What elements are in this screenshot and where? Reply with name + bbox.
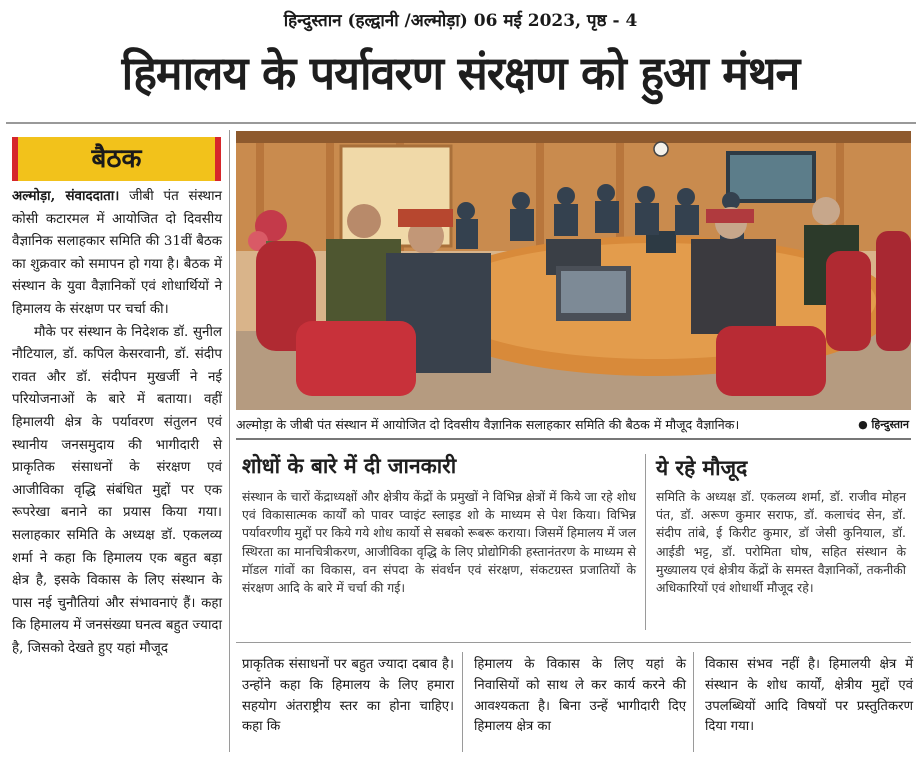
left-column-divider	[229, 130, 230, 752]
attendees-text: समिति के अध्यक्ष डॉ. एकलव्य शर्मा, डॉ. राजीव मोहन पंत, डॉ. अरूण कुमार सराफ, डॉ. कलाचंद सेन, डॉ. संदीप तांबे, ई किरीट कुमार, डॉ जेसी कुनियाल, डॉ. आईडी भट्ट, डॉ. परोमिता घोष, सहित संस्थान के मुख्यालय एवं क्षेत्रीय केंद्रों के समस्त वैज्ञानिकों, तकनीकी अधिकारियों एवं शोधार्थी मौजूद रहे।	[656, 489, 906, 596]
page-title: हिमालय के पर्यावरण संरक्षण को हुआ मंथन	[121, 46, 800, 100]
box-bottom-rule	[236, 642, 911, 643]
box-divider	[645, 454, 646, 630]
paragraph-1-text: जीबी पंत संस्थान कोसी कटारमल में आयोजित दो दिवसीय वैज्ञानिक सलाहकार समिति की 31वीं बैठक का शुक्रवार को समापन हो गया है। बैठक में संस्थान के युवा वैज्ञानिकों एवं शोधार्थियों ने हिमालय के संरक्षण पर चर्चा की।	[12, 189, 222, 317]
top-divider	[6, 122, 916, 124]
column-divider-1	[462, 652, 463, 752]
bottom-column-3: विकास संभव नहीं है। हिमालयी क्षेत्र में संस्थान के शोध कार्यों, क्षेत्रीय मुद्दों एवं उपलब्धियों आदि विषयों पर प्रस्तुतिकरण दिया गया।	[705, 657, 913, 735]
paragraph-2: मौके पर संस्थान के निदेशक डॉ. सुनील नौटियाल, डॉ. कपिल केसरवानी, डॉ. संदीप रावत और डॉ. संदीपन मुखर्जी ने नई परियोजनाओं के बारे में बताया। वहीं हिमालयी क्षेत्र के पर्यावरण संतुलन एवं स्थानीय जनसमुदाय की भागीदारी से प्राकृतिक संसाधनों के संरक्षण एवं आजीविका वृद्धि संबंधित मुद्दों पर एक रूपरेखा बनाने का प्रयास किया गया। सलाहकार समिति के अध्यक्ष डॉ. एकलव्य शर्मा ने कहा कि हिमालय एक बहुत बड़ा क्षेत्र है, इसके विकास के लिए संस्थान के पास नई चुनौतियां और संभावनाएं हैं। कहा कि हिमालय में जनसंख्या घनत्व बहुत ज्यादा है, जिसको देखते हुए यहां मौजूद	[12, 324, 222, 656]
bottom-column-1: प्राकृतिक संसाधनों पर बहुत ज्यादा दबाव है। उन्होंने कहा कि हिमालय के लिए हमारा सहयोग अंतराष्ट्रीय स्तर का होना चाहिए। कहा कि	[242, 657, 454, 735]
sidebar-box	[236, 438, 911, 636]
research-heading: शोधों के बारे में दी जानकारी	[242, 454, 457, 478]
meeting-photo-illustration	[236, 131, 911, 410]
photo-caption-text: अल्मोड़ा के जीबी पंत संस्थान में आयोजित दो दिवसीय वैज्ञानिक सलाहकार समिति की बैठक में मौजूद वैज्ञानिक।	[236, 417, 740, 432]
left-column	[12, 185, 222, 660]
photo-caption	[236, 414, 911, 436]
photo-credit: ● हिन्दुस्तान	[858, 418, 909, 431]
meeting-photo	[236, 131, 911, 410]
attendees-heading: ये रहे मौजूद	[656, 456, 748, 480]
paragraph-1	[12, 185, 222, 322]
bottom-column-2: हिमालय के विकास के लिए यहां के निवासियों को साथ ले कर कार्य करने की आवश्यकता है। बिना उन्हें भागीदारी दिए हिमालय क्षेत्र का	[474, 657, 686, 735]
research-text: संस्थान के चारों केंद्राध्यक्षों और क्षेत्रीय केंद्रों के प्रमुखों ने विभिन्न क्षेत्रों में किये जा रहे शोध एवं विकासात्मक कार्यों को पावर प्वाइंट स्लाइड शो के माध्यम से पेश किया। विभिन्न पर्यावरणीय मुद्दों पर किये गये शोध कार्यो से सबको रूबरू कराया। जिसमें हिमालय में जल स्थिरता का मानचित्रीकरण, आजीविका वृद्धि के लिए प्रोद्योगिकी हस्तानंतरण के माध्यम से मॉडल गांवों का विकास, वन संपदा के संवर्धन एवं संरक्षण, संकटग्रस्त प्रजातियों के संरक्षण आदि के बारे में चर्चा की गई।	[242, 489, 637, 596]
column-divider-2	[693, 652, 694, 752]
kicker-label: बैठक	[12, 137, 221, 181]
dateline: हिन्दुस्तान (हल्द्वानी /अल्मोड़ा) 06 मई 2023, पृष्ठ - 4	[283, 11, 638, 31]
lead-dateline: अल्मोड़ा, संवाददाता।	[12, 188, 120, 204]
